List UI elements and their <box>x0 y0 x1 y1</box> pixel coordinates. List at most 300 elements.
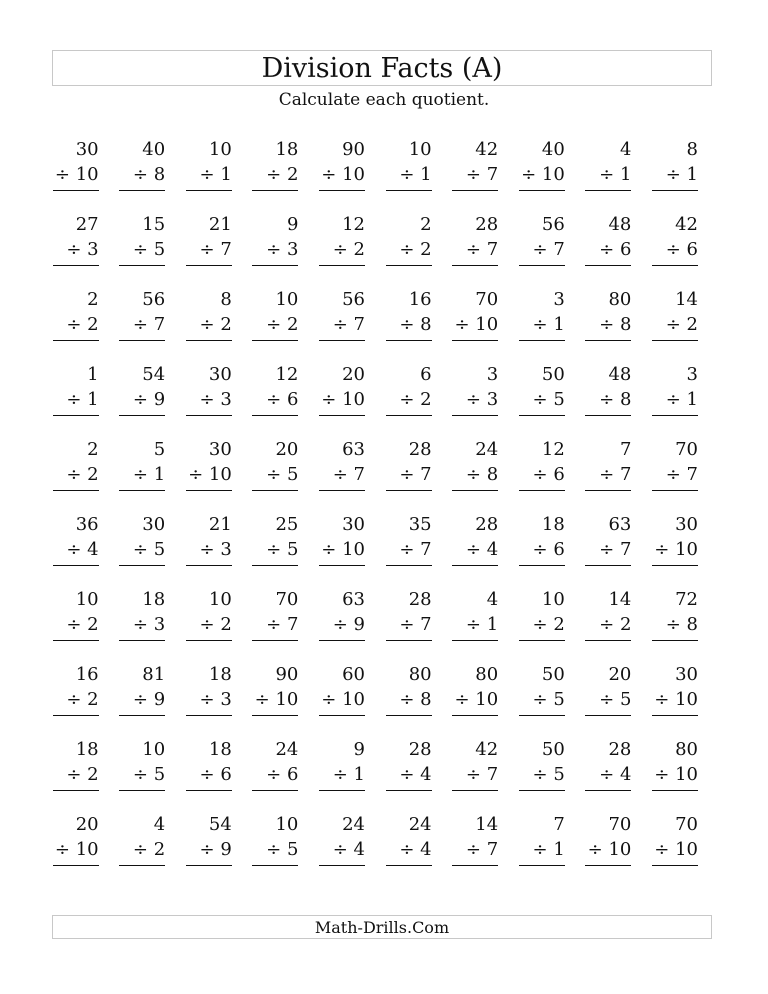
divisor <box>585 241 631 266</box>
division-sign: ÷ <box>587 839 603 860</box>
division-problem <box>583 591 650 666</box>
dividend: 70 <box>675 439 698 460</box>
divisor <box>119 691 165 716</box>
divisor <box>519 841 565 866</box>
dividend: 70 <box>675 814 698 835</box>
division-sign: ÷ <box>199 539 215 560</box>
divisor-value: 1 <box>87 389 99 410</box>
division-problem <box>250 291 317 366</box>
division-problem <box>516 366 583 441</box>
division-sign: ÷ <box>188 464 204 485</box>
divisor <box>186 691 232 716</box>
divisor <box>652 691 698 716</box>
dividend: 42 <box>475 739 499 760</box>
division-problem <box>117 441 184 516</box>
divisor-value: 5 <box>553 389 565 410</box>
divisor-value: 8 <box>686 614 698 635</box>
divisor-value: 2 <box>87 314 99 335</box>
dividend: 42 <box>675 214 698 235</box>
division-problem <box>316 816 383 891</box>
dividend: 4 <box>619 139 632 160</box>
dividend: 20 <box>275 439 299 460</box>
divisor-value: 4 <box>420 839 432 860</box>
division-sign: ÷ <box>465 239 481 260</box>
divisor <box>119 541 165 566</box>
dividend: 30 <box>208 439 232 460</box>
divisor-value: 10 <box>675 689 698 710</box>
division-sign: ÷ <box>399 539 415 560</box>
divisor-value: 1 <box>553 839 565 860</box>
divisor-value: 3 <box>87 239 99 260</box>
divisor-value: 6 <box>553 464 565 485</box>
dividend: 28 <box>408 589 432 610</box>
divisor-value: 2 <box>87 689 99 710</box>
divisor-value: 10 <box>475 689 499 710</box>
page-title: Division Facts (A) <box>261 52 503 84</box>
divisor <box>452 391 498 416</box>
division-sign: ÷ <box>665 389 681 410</box>
divisor <box>186 541 232 566</box>
dividend: 12 <box>275 364 299 385</box>
divisor <box>252 166 298 191</box>
divisor-value: 2 <box>686 314 698 335</box>
divisor-value: 7 <box>486 839 499 860</box>
divisor-value: 7 <box>353 314 365 335</box>
division-sign: ÷ <box>599 164 615 185</box>
divisor <box>652 316 698 341</box>
dividend: 80 <box>675 739 698 760</box>
division-problem <box>250 741 317 816</box>
divisor <box>252 766 298 791</box>
division-sign: ÷ <box>54 839 70 860</box>
divisor-value: 7 <box>420 539 432 560</box>
divisor-value: 1 <box>686 164 698 185</box>
division-problem <box>383 441 450 516</box>
divisor <box>119 316 165 341</box>
division-problem <box>316 141 383 216</box>
divisor-value: 10 <box>342 389 365 410</box>
division-sign: ÷ <box>321 389 337 410</box>
footer-box <box>52 915 712 939</box>
dividend: 60 <box>342 664 365 685</box>
division-sign: ÷ <box>399 314 415 335</box>
divisor <box>252 841 298 866</box>
dividend: 14 <box>675 289 698 310</box>
divisor-value: 5 <box>286 839 299 860</box>
divisor <box>252 691 298 716</box>
divisor <box>519 391 565 416</box>
dividend: 63 <box>342 439 365 460</box>
division-problem <box>316 516 383 591</box>
division-sign: ÷ <box>332 614 348 635</box>
division-problem <box>516 216 583 291</box>
division-problem <box>183 441 250 516</box>
division-sign: ÷ <box>266 539 282 560</box>
division-sign: ÷ <box>254 689 270 710</box>
dividend: 4 <box>486 589 499 610</box>
dividend: 25 <box>275 514 299 535</box>
divisor-value: 3 <box>220 689 232 710</box>
division-sign: ÷ <box>465 164 481 185</box>
divisor <box>252 316 298 341</box>
divisor-value: 7 <box>220 239 232 260</box>
dividend: 30 <box>675 514 698 535</box>
division-sign: ÷ <box>599 314 615 335</box>
divisor-value: 3 <box>286 239 299 260</box>
division-sign: ÷ <box>654 689 670 710</box>
divisor <box>319 841 365 866</box>
divisor-value: 7 <box>486 164 499 185</box>
divisor <box>119 241 165 266</box>
divisor <box>585 316 631 341</box>
dividend: 3 <box>486 364 499 385</box>
dividend: 56 <box>142 289 166 310</box>
division-sign: ÷ <box>521 164 537 185</box>
divisor <box>519 166 565 191</box>
divisor-value: 5 <box>153 239 166 260</box>
divisor-value: 7 <box>486 764 499 785</box>
division-problem <box>250 441 317 516</box>
dividend: 14 <box>608 589 632 610</box>
dividend: 6 <box>420 364 432 385</box>
division-sign: ÷ <box>599 239 615 260</box>
dividend: 40 <box>142 139 166 160</box>
divisor-value: 10 <box>475 314 499 335</box>
division-problem <box>649 366 716 441</box>
division-problem <box>183 216 250 291</box>
divisor-value: 6 <box>220 764 232 785</box>
division-problem <box>383 666 450 741</box>
divisor <box>519 616 565 641</box>
dividend: 10 <box>142 739 166 760</box>
divisor <box>452 466 498 491</box>
division-sign: ÷ <box>532 539 548 560</box>
division-sign: ÷ <box>321 539 337 560</box>
division-problem <box>649 816 716 891</box>
divisor-value: 10 <box>675 839 698 860</box>
dividend: 42 <box>475 139 499 160</box>
division-sign: ÷ <box>132 239 148 260</box>
divisor-value: 8 <box>420 314 432 335</box>
divisor <box>452 241 498 266</box>
dividend: 9 <box>286 214 299 235</box>
dividend: 21 <box>208 514 232 535</box>
division-problem <box>316 666 383 741</box>
divisor <box>386 766 432 791</box>
dividend: 10 <box>275 289 299 310</box>
divisor-value: 10 <box>342 689 365 710</box>
division-sign: ÷ <box>532 464 548 485</box>
division-problem <box>450 816 517 891</box>
page-subtitle: Calculate each quotient. <box>278 90 490 110</box>
divisor <box>519 241 565 266</box>
divisor <box>319 316 365 341</box>
division-problem <box>383 366 450 441</box>
divisor-value: 7 <box>420 614 432 635</box>
divisor <box>652 616 698 641</box>
division-problem <box>117 366 184 441</box>
dividend: 56 <box>342 289 365 310</box>
dividend: 18 <box>142 589 166 610</box>
division-problem <box>250 366 317 441</box>
division-sign: ÷ <box>199 614 215 635</box>
dividend: 28 <box>408 439 432 460</box>
dividend: 70 <box>275 589 299 610</box>
dividend: 18 <box>541 514 565 535</box>
division-problem <box>516 441 583 516</box>
dividend: 30 <box>342 514 365 535</box>
division-sign: ÷ <box>532 389 548 410</box>
dividend: 7 <box>553 814 565 835</box>
dividend: 28 <box>608 739 632 760</box>
dividend: 40 <box>541 139 565 160</box>
division-problem <box>50 666 117 741</box>
dividend: 3 <box>553 289 565 310</box>
division-problem <box>583 666 650 741</box>
division-problem <box>183 291 250 366</box>
division-sign: ÷ <box>465 389 481 410</box>
dividend: 3 <box>686 364 698 385</box>
dividend: 18 <box>208 739 232 760</box>
division-sign: ÷ <box>132 464 148 485</box>
dividend: 21 <box>208 214 232 235</box>
divisor <box>519 316 565 341</box>
divisor <box>585 766 631 791</box>
divisor-value: 2 <box>420 389 432 410</box>
division-sign: ÷ <box>266 839 282 860</box>
division-problem <box>250 666 317 741</box>
divisor-value: 10 <box>675 764 698 785</box>
dividend: 80 <box>408 664 432 685</box>
dividend: 10 <box>208 139 232 160</box>
division-problem <box>50 741 117 816</box>
divisor <box>652 466 698 491</box>
division-sign: ÷ <box>599 389 615 410</box>
division-problem <box>649 591 716 666</box>
division-sign: ÷ <box>665 239 681 260</box>
divisor <box>652 766 698 791</box>
divisor-value: 5 <box>553 764 565 785</box>
divisor <box>386 391 432 416</box>
divisor-value: 3 <box>153 614 166 635</box>
divisor-value: 10 <box>75 839 99 860</box>
division-problem <box>183 816 250 891</box>
division-problem <box>117 816 184 891</box>
division-sign: ÷ <box>132 389 148 410</box>
divisor <box>519 766 565 791</box>
division-problem <box>516 141 583 216</box>
division-problem <box>516 816 583 891</box>
division-problem <box>649 141 716 216</box>
division-sign: ÷ <box>266 164 282 185</box>
divisor <box>319 766 365 791</box>
division-sign: ÷ <box>465 764 481 785</box>
divisor-value: 7 <box>486 239 499 260</box>
divisor <box>386 466 432 491</box>
division-problem <box>117 516 184 591</box>
division-problem <box>117 216 184 291</box>
division-sign: ÷ <box>132 764 148 785</box>
divisor <box>53 391 99 416</box>
divisor-value: 8 <box>619 314 632 335</box>
dividend: 50 <box>541 364 565 385</box>
divisor-value: 4 <box>619 764 632 785</box>
dividend: 10 <box>208 589 232 610</box>
dividend: 30 <box>75 139 99 160</box>
division-problem <box>383 816 450 891</box>
division-problem <box>383 141 450 216</box>
divisor-value: 8 <box>486 464 499 485</box>
division-problem <box>583 141 650 216</box>
dividend: 63 <box>608 514 632 535</box>
division-sign: ÷ <box>654 839 670 860</box>
footer-text: Math-Drills.Com <box>314 917 450 937</box>
divisor <box>386 841 432 866</box>
division-problem <box>316 741 383 816</box>
divisor-value: 5 <box>286 539 299 560</box>
divisor-value: 1 <box>619 164 632 185</box>
dividend: 24 <box>475 439 499 460</box>
divisor <box>386 616 432 641</box>
dividend: 18 <box>275 139 299 160</box>
divisor-value: 7 <box>353 464 365 485</box>
dividend: 28 <box>475 214 499 235</box>
division-problem <box>183 591 250 666</box>
division-sign: ÷ <box>665 314 681 335</box>
divisor-value: 2 <box>420 239 432 260</box>
divisor-value: 1 <box>220 164 232 185</box>
division-problem <box>183 141 250 216</box>
divisor <box>53 616 99 641</box>
divisor <box>252 616 298 641</box>
division-sign: ÷ <box>66 689 82 710</box>
divisor <box>252 541 298 566</box>
divisor <box>452 766 498 791</box>
divisor-value: 4 <box>87 539 99 560</box>
divisor <box>452 616 498 641</box>
dividend: 18 <box>208 664 232 685</box>
division-problem <box>316 291 383 366</box>
division-sign: ÷ <box>399 764 415 785</box>
division-problem <box>649 441 716 516</box>
division-problem <box>649 666 716 741</box>
divisor <box>519 691 565 716</box>
divisor <box>119 166 165 191</box>
divisor-value: 1 <box>553 314 565 335</box>
division-sign: ÷ <box>66 239 82 260</box>
division-problem <box>450 216 517 291</box>
divisor-value: 2 <box>619 614 632 635</box>
division-sign: ÷ <box>399 464 415 485</box>
divisor <box>119 616 165 641</box>
division-problem <box>516 666 583 741</box>
division-problem <box>183 516 250 591</box>
division-sign: ÷ <box>399 239 415 260</box>
division-problem <box>383 516 450 591</box>
dividend: 24 <box>275 739 299 760</box>
divisor-value: 10 <box>675 539 698 560</box>
division-problem <box>583 516 650 591</box>
divisor <box>119 466 165 491</box>
division-sign: ÷ <box>66 539 82 560</box>
division-problem <box>450 516 517 591</box>
divisor-value: 8 <box>153 164 166 185</box>
dividend: 30 <box>208 364 232 385</box>
division-sign: ÷ <box>332 314 348 335</box>
divisor <box>319 241 365 266</box>
division-problem <box>450 366 517 441</box>
divisor-value: 3 <box>486 389 499 410</box>
divisor-value: 7 <box>619 464 632 485</box>
division-problem <box>50 816 117 891</box>
division-problem <box>117 741 184 816</box>
divisor <box>452 316 498 341</box>
divisor <box>652 541 698 566</box>
dividend: 20 <box>608 664 632 685</box>
division-sign: ÷ <box>599 464 615 485</box>
problem-grid <box>50 141 716 891</box>
division-problem <box>316 216 383 291</box>
divisor-value: 4 <box>420 764 432 785</box>
division-sign: ÷ <box>321 689 337 710</box>
dividend: 81 <box>142 664 166 685</box>
dividend: 90 <box>275 664 299 685</box>
division-problem <box>50 591 117 666</box>
dividend: 30 <box>675 664 698 685</box>
divisor <box>585 391 631 416</box>
division-problem <box>316 441 383 516</box>
divisor-value: 2 <box>153 839 166 860</box>
divisor-value: 4 <box>486 539 499 560</box>
division-problem <box>583 216 650 291</box>
division-sign: ÷ <box>266 239 282 260</box>
divisor-value: 10 <box>608 839 632 860</box>
division-sign: ÷ <box>66 389 82 410</box>
divisor-value: 1 <box>420 164 432 185</box>
divisor-value: 9 <box>153 689 166 710</box>
division-sign: ÷ <box>332 239 348 260</box>
divisor <box>652 166 698 191</box>
division-sign: ÷ <box>454 314 470 335</box>
divisor <box>186 616 232 641</box>
divisor <box>319 391 365 416</box>
division-sign: ÷ <box>54 164 70 185</box>
division-problem <box>117 141 184 216</box>
division-problem <box>117 666 184 741</box>
division-problem <box>583 741 650 816</box>
division-sign: ÷ <box>266 614 282 635</box>
dividend: 9 <box>353 739 365 760</box>
division-sign: ÷ <box>66 464 82 485</box>
division-problem <box>383 291 450 366</box>
divisor <box>652 241 698 266</box>
division-problem <box>50 366 117 441</box>
divisor-value: 3 <box>220 389 232 410</box>
divisor-value: 2 <box>553 614 565 635</box>
divisor-value: 9 <box>153 389 166 410</box>
division-sign: ÷ <box>665 164 681 185</box>
divisor <box>585 616 631 641</box>
division-problem <box>50 141 117 216</box>
divisor-value: 3 <box>220 539 232 560</box>
divisor-value: 2 <box>220 614 232 635</box>
divisor-value: 1 <box>353 764 365 785</box>
division-sign: ÷ <box>532 839 548 860</box>
division-sign: ÷ <box>399 164 415 185</box>
division-sign: ÷ <box>599 539 615 560</box>
divisor-value: 2 <box>286 164 299 185</box>
division-problem <box>183 741 250 816</box>
